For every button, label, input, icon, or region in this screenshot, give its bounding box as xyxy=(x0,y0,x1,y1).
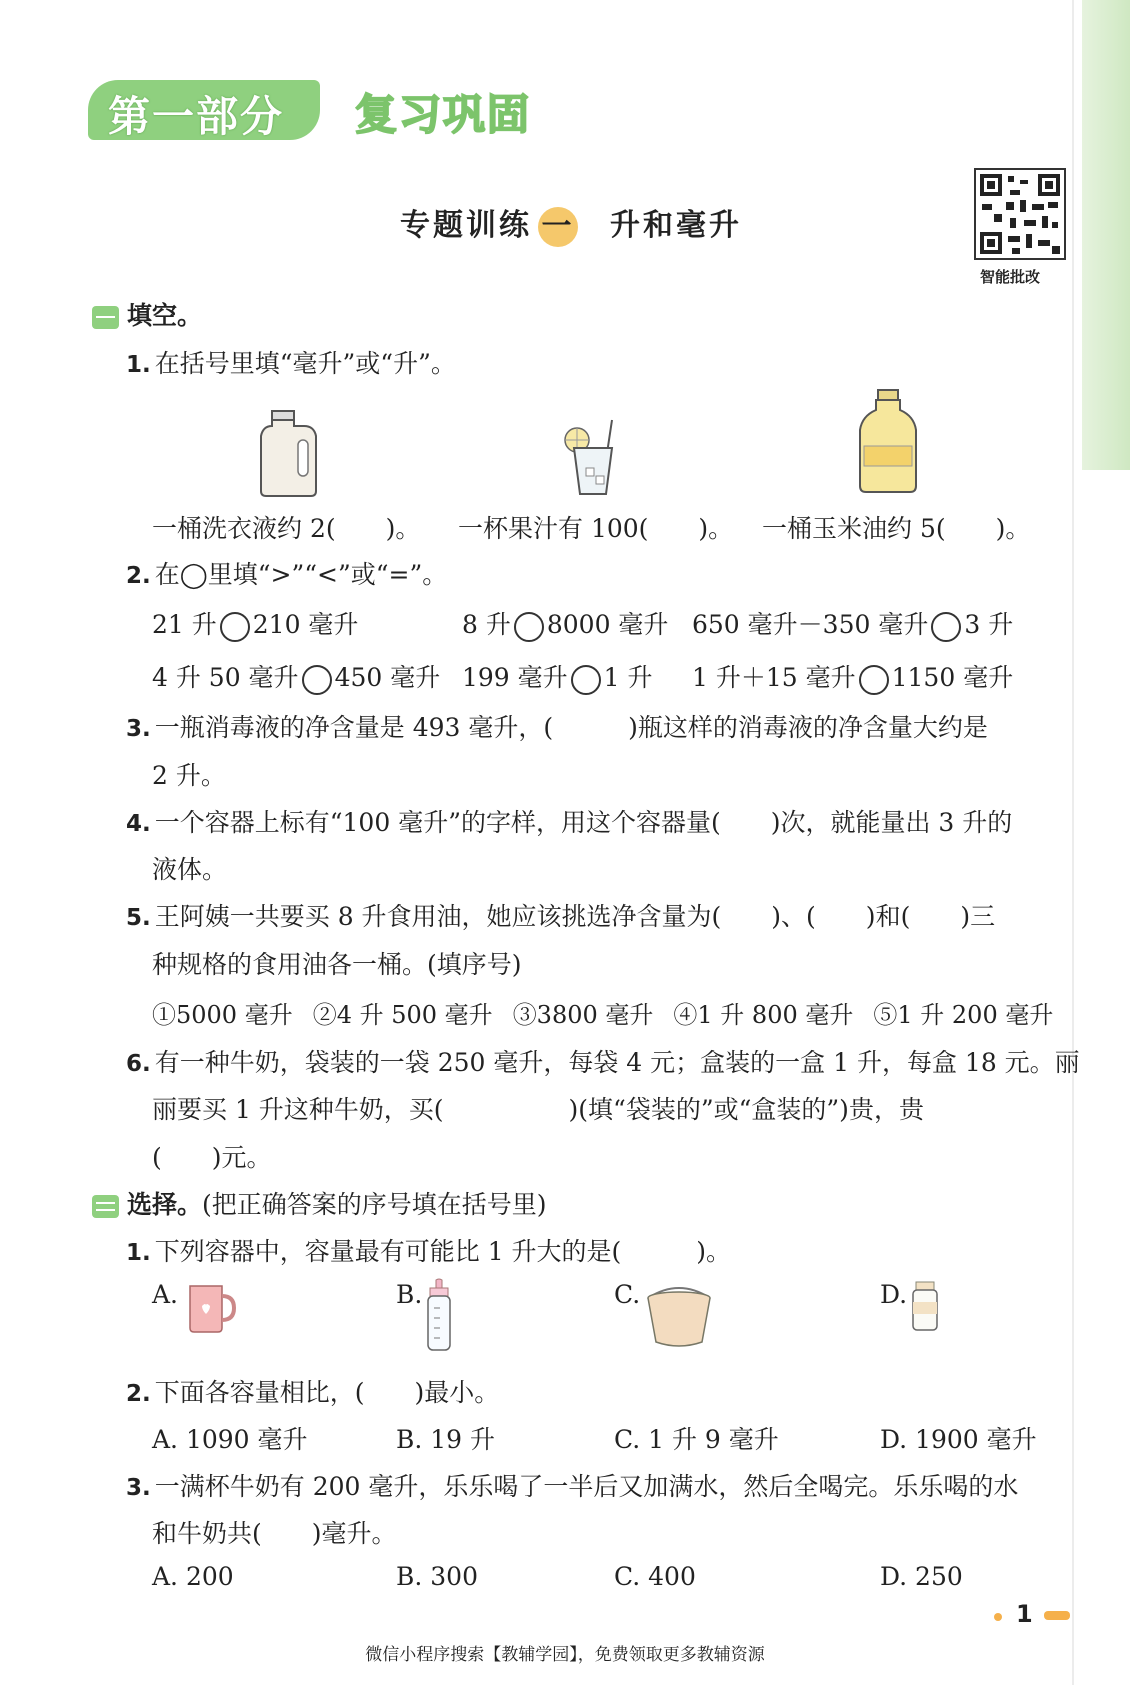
topic-number: 一 xyxy=(538,207,578,247)
question-number: 2. xyxy=(126,1381,151,1407)
s1-q6-cont2: ( )元。 xyxy=(152,1143,272,1172)
compare-circle[interactable] xyxy=(220,612,250,642)
s1-q1-item-2: 一杯果汁有 100( )。 xyxy=(458,514,734,543)
section-two-icon xyxy=(92,1195,119,1218)
option: ④1 升 800 毫升 xyxy=(673,1001,854,1029)
section2-heading-note: (把正确答案的序号填在括号里) xyxy=(202,1190,547,1219)
question-text: 一个容器上标有“100 毫升”的字样，用这个容器量( )次，就能量出 3 升的 xyxy=(154,808,1013,837)
question-text: 王阿姨一共要买 8 升食用油，她应该挑选净含量为( )、( )和( )三 xyxy=(154,902,996,931)
s2-q1 xyxy=(126,1232,731,1268)
topic-title xyxy=(400,200,742,247)
option: ②4 升 500 毫升 xyxy=(312,1001,493,1029)
option: A. 1090 毫升 xyxy=(152,1425,308,1454)
option: B. 19 升 xyxy=(396,1425,496,1454)
compare-circle[interactable] xyxy=(514,612,544,642)
option: B. 300 xyxy=(396,1562,478,1591)
question-text: 一瓶消毒液的净含量是 493 毫升，( )瓶这样的消毒液的净含量大约是 xyxy=(154,713,988,742)
page-edge-line xyxy=(1072,0,1074,1685)
section1-heading-text: 填空。 xyxy=(127,301,203,330)
question-text: 有一种牛奶，袋装的一袋 250 毫升，每袋 4 元；盒装的一盒 1 升，每盒 18 元。丽 xyxy=(154,1048,1080,1077)
option: A. 200 xyxy=(152,1562,234,1591)
compare-circle[interactable] xyxy=(859,665,889,695)
s1-q4-cont: 液体。 xyxy=(152,855,228,884)
part-subtitle: 复习巩固 xyxy=(355,90,532,139)
footer-text: 微信小程序搜索【教辅学园】，免费领取更多教辅资源 xyxy=(365,1645,765,1665)
s1-q5-cont: 种规格的食用油各一桶。(填序号) xyxy=(152,950,522,979)
question-number: 3. xyxy=(126,1475,151,1501)
option: ①5000 毫升 xyxy=(152,1001,293,1029)
s1-q6-cont: 丽要买 1 升这种牛奶，买( )(填“袋装的”或“盒装的”)贵，贵 xyxy=(152,1095,924,1124)
option-a: A. xyxy=(152,1280,179,1309)
s1-q2 xyxy=(126,555,447,591)
baby-bottle-icon xyxy=(424,1278,454,1354)
question-number: 1. xyxy=(126,1240,151,1266)
s1-q3-cont: 2 升。 xyxy=(152,761,226,790)
small-jar-icon xyxy=(910,1280,940,1334)
s1-q1-item-1: 一桶洗衣液约 2( )。 xyxy=(152,514,421,543)
option: D. 250 xyxy=(880,1562,963,1591)
oil-bottle-icon xyxy=(856,386,920,496)
s1-q1-item-3: 一桶玉米油约 5( )。 xyxy=(762,514,1031,543)
question-text: 一满杯牛奶有 200 毫升，乐乐喝了一半后又加满水，然后全喝完。乐乐喝的水 xyxy=(154,1472,1019,1501)
question-text: 在◯里填“>”“<”或“=”。 xyxy=(154,560,448,589)
page-dot xyxy=(994,1613,1002,1621)
option-c: C. xyxy=(614,1280,641,1309)
qr-code-icon[interactable] xyxy=(974,168,1066,260)
compare-item: 21 升 210 毫升 xyxy=(152,605,358,642)
compare-item: 4 升 50 毫升 450 毫升 xyxy=(152,658,440,695)
s2-q3-cont: 和牛奶共( )毫升。 xyxy=(152,1519,397,1548)
compare-item: 8 升 8000 毫升 xyxy=(462,605,668,642)
option: ③3800 毫升 xyxy=(512,1001,654,1029)
s1-q5-options xyxy=(152,995,1053,1030)
qr-caption: 智能批改 xyxy=(980,268,1041,286)
mug-icon xyxy=(186,1280,236,1336)
compare-circle[interactable] xyxy=(302,665,332,695)
option: ⑤1 升 200 毫升 xyxy=(873,1001,1054,1029)
part-label: 第一部分 xyxy=(108,92,285,141)
s1-q4 xyxy=(126,803,1012,839)
question-text: 下面各容量相比，( )最小。 xyxy=(154,1378,500,1407)
option: C. 400 xyxy=(614,1562,696,1591)
section2-heading-text: 选择。 xyxy=(127,1190,203,1219)
question-number: 4. xyxy=(126,811,151,837)
question-number: 3. xyxy=(126,716,151,742)
page-edge-strip xyxy=(1082,0,1130,470)
s2-q2 xyxy=(126,1373,499,1409)
juice-glass-icon xyxy=(562,418,622,498)
bucket-icon xyxy=(644,1282,714,1350)
s1-q5 xyxy=(126,897,995,933)
question-number: 5. xyxy=(126,905,151,931)
page-bar xyxy=(1044,1611,1070,1620)
section-one-icon xyxy=(92,306,119,329)
compare-item: 650 毫升－350 毫升 3 升 xyxy=(692,605,1013,642)
topic-title-prefix: 专题训练 xyxy=(400,208,532,243)
option: D. 1900 毫升 xyxy=(880,1425,1037,1454)
option: C. 1 升 9 毫升 xyxy=(614,1425,779,1454)
compare-item: 199 毫升 1 升 xyxy=(462,658,653,695)
option-d: D. xyxy=(880,1280,908,1309)
question-text: 在括号里填“毫升”或“升”。 xyxy=(154,349,456,378)
s1-q6 xyxy=(126,1043,1080,1079)
question-number: 1. xyxy=(126,352,151,378)
option-b: B. xyxy=(396,1280,423,1309)
compare-item: 1 升＋15 毫升 1150 毫升 xyxy=(692,658,1013,695)
question-number: 6. xyxy=(126,1051,151,1077)
compare-circle[interactable] xyxy=(571,665,601,695)
section2-heading xyxy=(92,1185,547,1221)
question-text: 下列容器中，容量最有可能比 1 升大的是( )。 xyxy=(154,1237,732,1266)
detergent-jug-icon xyxy=(258,408,324,498)
compare-circle[interactable] xyxy=(931,612,961,642)
question-number: 2. xyxy=(126,563,151,589)
section1-heading xyxy=(92,296,202,332)
s1-q3 xyxy=(126,708,988,744)
s1-q1 xyxy=(126,344,456,380)
topic-title-main: 升和毫升 xyxy=(610,208,742,243)
page-number: 1 xyxy=(1016,1600,1033,1628)
s2-q3 xyxy=(126,1467,1018,1503)
